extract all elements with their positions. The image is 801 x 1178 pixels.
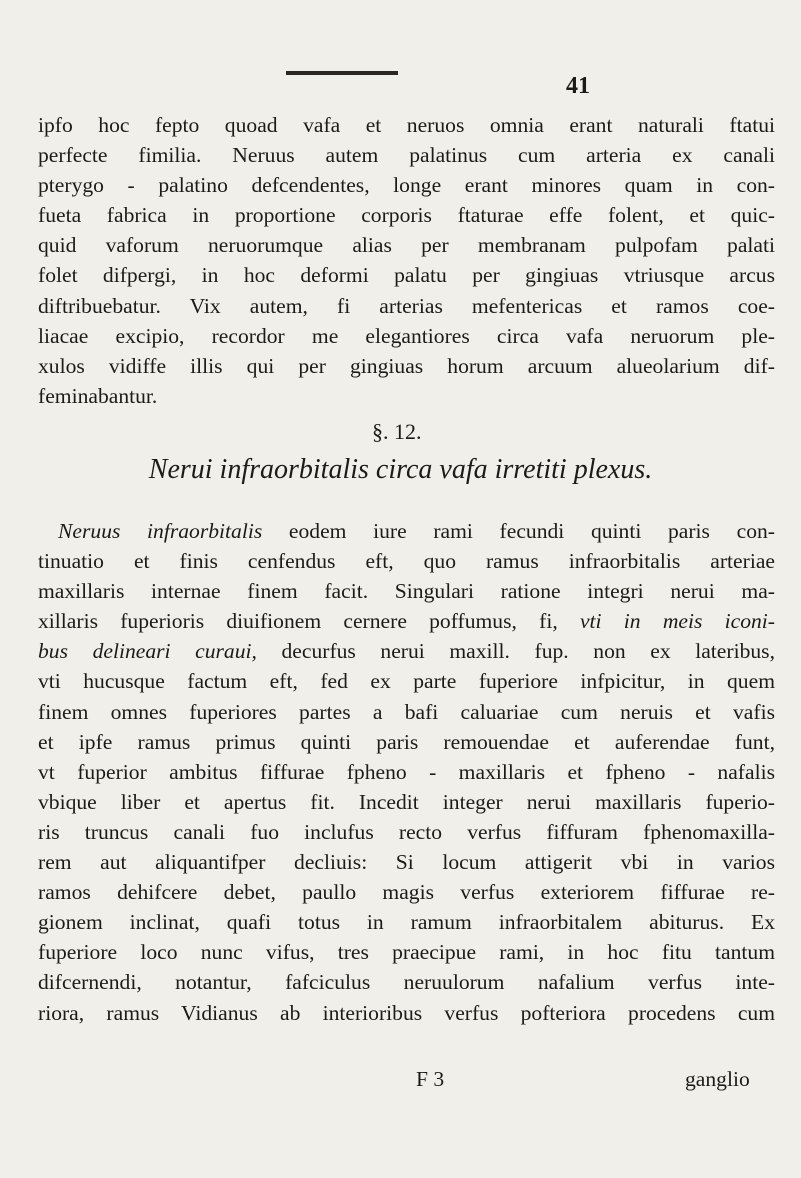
text-line: tinuatio et finis cenfendus eft, quo ramus infraorbitalis arteriae (38, 549, 775, 574)
italic-run: vti in meis iconi- (579, 609, 775, 634)
text-run: decurfus nerui maxill. fup. non ex lateribus, (256, 639, 775, 664)
text-line: folet difpergi, in hoc deformi palatu per gingiuas vtriusque arcus (38, 263, 775, 288)
text-line: vbique liber et apertus fit. Incedit integer nerui maxillaris fuperio- (38, 789, 775, 814)
text-line: vt fuperior ambitus fiffurae fpheno - maxillaris et fpheno - nafalis (38, 759, 775, 784)
text-line: fuperiore loco nunc vifus, tres praecipue rami, in hoc fitu tantum (38, 940, 775, 965)
italic-run: bus delineari curaui, (38, 639, 257, 664)
text-line: feminabantur. (38, 383, 158, 408)
text-line: ramos dehifcere debet, paullo magis verfus exteriorem fiffurae re- (38, 880, 775, 905)
section-title: Nerui infraorbitalis circa vafa irretiti plexus. (148, 454, 653, 485)
paragraph-1 (38, 110, 775, 411)
text-line: difcernendi, notantur, fafciculus neruulorum nafalium verfus inte- (38, 970, 775, 995)
text-line: liacae excipio, recordor me elegantiores circa vafa neruorum ple- (38, 323, 775, 348)
text-line: gionem inclinat, quafi totus in ramum infraorbitalem abiturus. Ex (38, 910, 775, 935)
text-line: fueta fabrica in proportione corporis ftaturae effe folent, et quic- (38, 203, 775, 228)
text-line: ipfo hoc fepto quoad vafa et neruos omnia erant naturali ftatui (38, 113, 775, 137)
text-line: xulos vidiffe illis qui per gingiuas horum arcuum alueolarium dif- (38, 353, 775, 378)
text-line: perfecte fimilia. Neruus autem palatinus cum arteria ex canali (38, 143, 775, 168)
page-number: 41 (566, 73, 590, 99)
text-run: xillaris fuperioris diuifionem cernere poffumus, fi, (38, 609, 580, 634)
text-line: et ipfe ramus primus quinti paris remouendae et auferendae funt, (38, 729, 775, 754)
text-line: riora, ramus Vidianus ab interioribus verfus pofteriora procedens cum (38, 1000, 775, 1025)
text-line (38, 516, 775, 546)
catchword: ganglio (685, 1067, 750, 1091)
header-rule (286, 71, 398, 75)
text-line: ris truncus canali fuo inclufus recto verfus fiffuram fphenomaxilla- (38, 819, 775, 844)
text-line: diftribuebatur. Vix autem, fi arterias mefentericas et ramos coe- (38, 293, 775, 318)
text-line: rem aut aliquantifper decliuis: Si locum attigerit vbi in varios (38, 850, 775, 875)
text-run: eodem iure rami fecundi quinti paris con- (262, 519, 775, 543)
text-line: pterygo - palatino defcendentes, longe erant minores quam in con- (38, 173, 775, 198)
text-line: vti hucusque factum eft, fed ex parte fuperiore infpicitur, in quem (38, 669, 775, 694)
text-line: quid vaforum neruorumque alias per membranam pulpofam palati (38, 233, 775, 258)
text-line (38, 606, 775, 636)
signature-mark: F 3 (416, 1067, 445, 1091)
paragraph-2 (38, 516, 775, 1028)
text-line: maxillaris internae finem facit. Singulari ratione integri nerui ma- (38, 579, 775, 604)
italic-term: Neruus infraorbitalis (58, 519, 263, 543)
text-line (38, 636, 775, 666)
section-number: §. 12. (372, 419, 422, 444)
text-line: finem omnes fuperiores partes a bafi caluariae cum neruis et vafis (38, 699, 775, 724)
